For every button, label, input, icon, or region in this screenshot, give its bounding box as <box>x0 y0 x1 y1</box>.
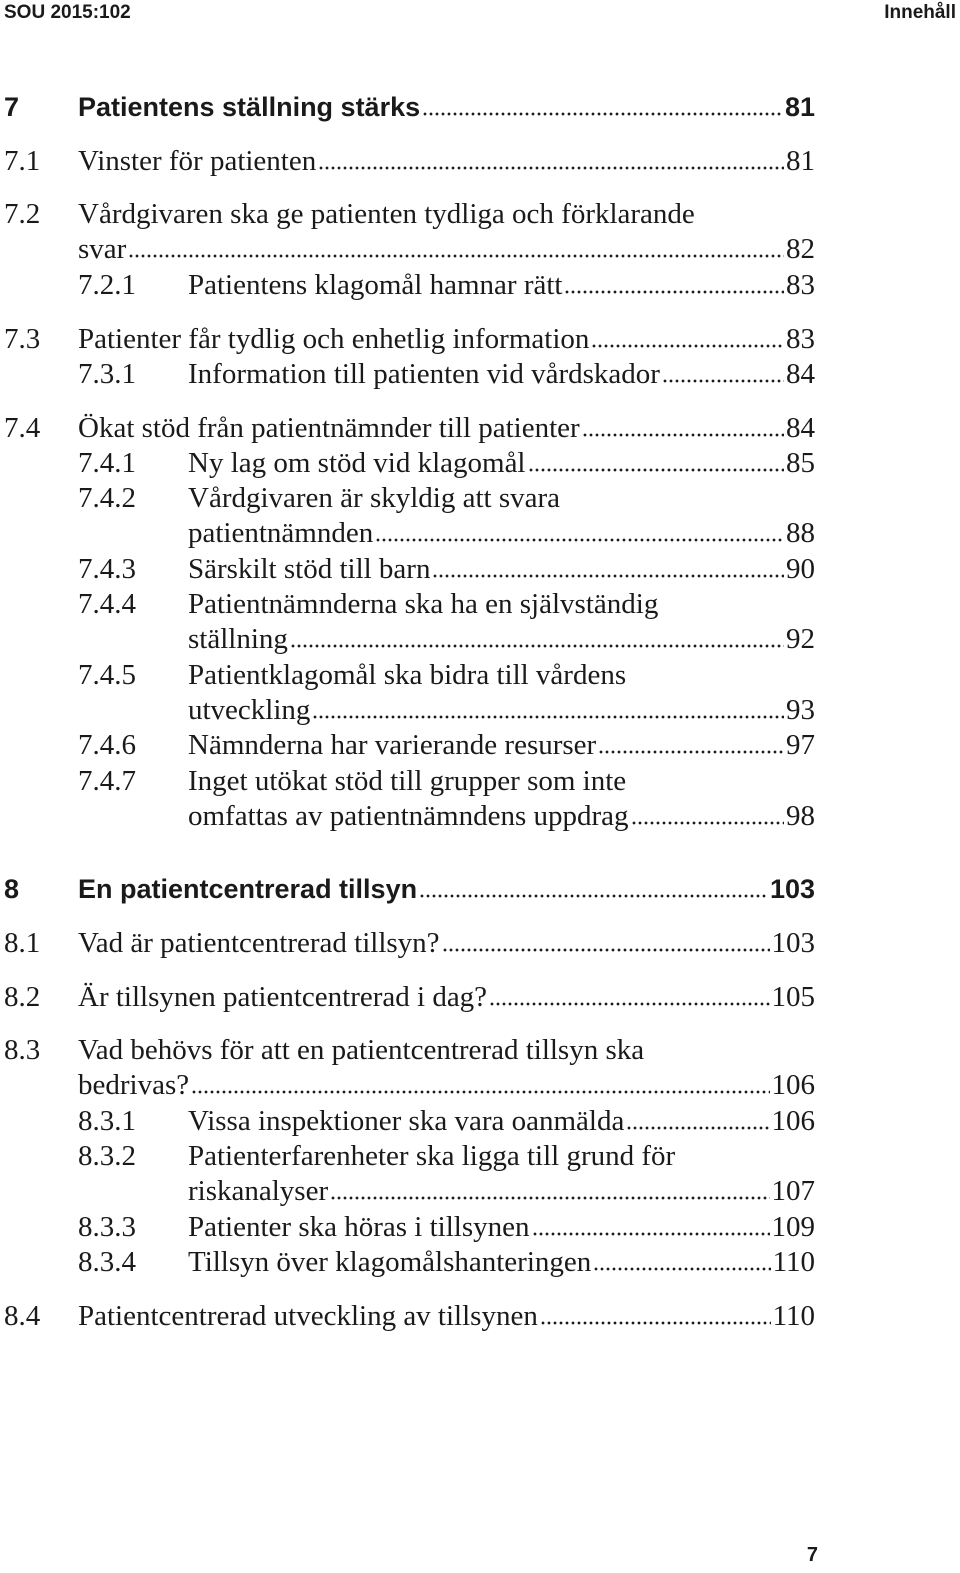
toc-page-number: 82 <box>786 233 815 265</box>
toc-page-number: 97 <box>786 729 815 761</box>
toc-title: patientnämnden <box>188 517 374 549</box>
dot-leader <box>591 341 784 349</box>
dot-leader <box>318 163 784 171</box>
toc-page-number: 85 <box>786 447 815 479</box>
dot-leader <box>564 287 784 295</box>
dot-leader <box>528 465 785 473</box>
toc-title: utveckling <box>188 694 311 726</box>
toc-number: 7 <box>4 92 20 122</box>
toc-number: 8 <box>4 874 20 904</box>
dot-leader <box>432 571 784 579</box>
toc-page-number: 106 <box>771 1069 815 1101</box>
dot-leader <box>626 1123 769 1131</box>
toc-page-number: 110 <box>772 1246 815 1278</box>
toc-title: Patientnämnderna ska ha en självständig <box>188 588 659 620</box>
toc-page-number: 84 <box>786 412 815 444</box>
toc-number: 8.3.2 <box>78 1140 136 1172</box>
toc-page-number: 103 <box>771 927 815 959</box>
toc-number: 7.4.4 <box>78 588 136 620</box>
toc-number: 7.4.6 <box>78 729 136 761</box>
dot-leader <box>489 999 769 1007</box>
toc-title: Inget utökat stöd till grupper som inte <box>188 765 627 797</box>
toc-page-number: 83 <box>786 269 815 301</box>
toc-number: 7.2 <box>4 198 41 230</box>
dot-leader <box>532 1229 770 1237</box>
toc-title: ställning <box>188 623 288 655</box>
dot-leader <box>312 712 784 720</box>
toc-page-number: 84 <box>786 358 815 390</box>
toc-title: Särskilt stöd till barn <box>188 553 431 585</box>
toc-page-number: 90 <box>786 553 815 585</box>
dot-leader <box>290 641 784 649</box>
dot-leader <box>540 1318 771 1326</box>
toc-number: 7.3 <box>4 323 41 355</box>
dot-leader <box>419 891 768 899</box>
toc-number: 8.3.3 <box>78 1211 136 1243</box>
running-header <box>0 0 960 26</box>
toc-page-number: 92 <box>786 623 815 655</box>
dot-leader <box>330 1193 769 1201</box>
dot-leader <box>662 376 784 384</box>
toc-page-number: 81 <box>786 145 815 177</box>
toc-number: 7.4 <box>4 412 41 444</box>
dot-leader <box>631 818 784 826</box>
toc-title: Patientcentrerad utveckling av tillsynen <box>78 1300 538 1332</box>
toc-number: 7.3.1 <box>78 358 136 390</box>
dot-leader <box>191 1087 769 1095</box>
toc-title: Patienter ska höras i tillsynen <box>188 1211 530 1243</box>
toc-page-number: 81 <box>784 92 815 122</box>
toc-number: 8.3.1 <box>78 1105 136 1137</box>
toc-title: Tillsyn över klagomålshanteringen <box>188 1246 592 1278</box>
toc-number: 7.4.5 <box>78 659 136 691</box>
toc-number: 7.4.7 <box>78 765 136 797</box>
toc-title: Vad behövs för att en patientcentrerad tillsyn ska <box>78 1034 645 1066</box>
toc-number: 7.4.3 <box>78 553 136 585</box>
toc-page-number: 93 <box>786 694 815 726</box>
toc-page-number: 106 <box>771 1105 815 1137</box>
toc-title: Ny lag om stöd vid klagomål <box>188 447 526 479</box>
toc-title: Patientens ställning stärks <box>78 92 421 122</box>
toc-title: omfattas av patientnämndens uppdrag <box>188 800 629 832</box>
toc-title: Patienterfarenheter ska ligga till grund för <box>188 1140 676 1172</box>
dot-leader <box>598 747 784 755</box>
report-id: SOU 2015:102 <box>4 2 131 23</box>
toc-title: Nämnderna har varierande resurser <box>188 729 597 761</box>
section-name: Innehåll <box>884 2 956 23</box>
toc-title: Vad är patientcentrerad tillsyn? <box>78 927 440 959</box>
toc-title: En patientcentrerad tillsyn <box>78 874 418 904</box>
toc-title: Patientens klagomål hamnar rätt <box>188 269 563 301</box>
toc-title: Är tillsynen patientcentrerad i dag? <box>78 981 488 1013</box>
toc-title: Vinster för patienten <box>78 145 317 177</box>
toc-number: 8.4 <box>4 1300 41 1332</box>
toc-number: 7.1 <box>4 145 41 177</box>
toc-title: Vårdgivaren ska ge patienten tydliga och förklarande <box>78 198 695 230</box>
page-number: 7 <box>806 1544 818 1566</box>
toc-number: 8.3.4 <box>78 1246 136 1278</box>
toc-page-number: 105 <box>771 981 815 1013</box>
toc-page-number: 83 <box>786 323 815 355</box>
dot-leader <box>422 109 783 117</box>
toc-number: 7.4.1 <box>78 447 136 479</box>
toc-title: bedrivas? <box>78 1069 190 1101</box>
toc-number: 7.2.1 <box>78 269 136 301</box>
toc-number: 8.3 <box>4 1034 41 1066</box>
toc-page-number: 88 <box>786 517 815 549</box>
toc-title: Information till patienten vid vårdskador <box>188 358 660 390</box>
toc-page-number: 110 <box>772 1300 815 1332</box>
toc-page-number: 103 <box>769 874 815 904</box>
toc-page-number: 109 <box>771 1211 815 1243</box>
toc-number: 7.4.2 <box>78 482 136 514</box>
dot-leader <box>593 1264 770 1272</box>
toc-page-number: 107 <box>771 1175 815 1207</box>
toc-title: Vissa inspektioner ska vara oanmälda <box>188 1105 625 1137</box>
toc-number: 8.1 <box>4 927 41 959</box>
toc-page-number: 98 <box>786 800 815 832</box>
toc-title: Ökat stöd från patientnämnder till patienter <box>78 412 580 444</box>
dot-leader <box>442 945 770 953</box>
dot-leader <box>128 251 784 259</box>
toc-title: Patienter får tydlig och enhetlig information <box>78 323 590 355</box>
dot-leader <box>375 535 784 543</box>
toc-title: Vårdgivaren är skyldig att svara <box>188 482 561 514</box>
toc-title: svar <box>78 233 127 265</box>
dot-leader <box>582 430 784 438</box>
toc-title: riskanalyser <box>188 1175 329 1207</box>
toc-number: 8.2 <box>4 981 41 1013</box>
toc-title: Patientklagomål ska bidra till vårdens <box>188 659 627 691</box>
